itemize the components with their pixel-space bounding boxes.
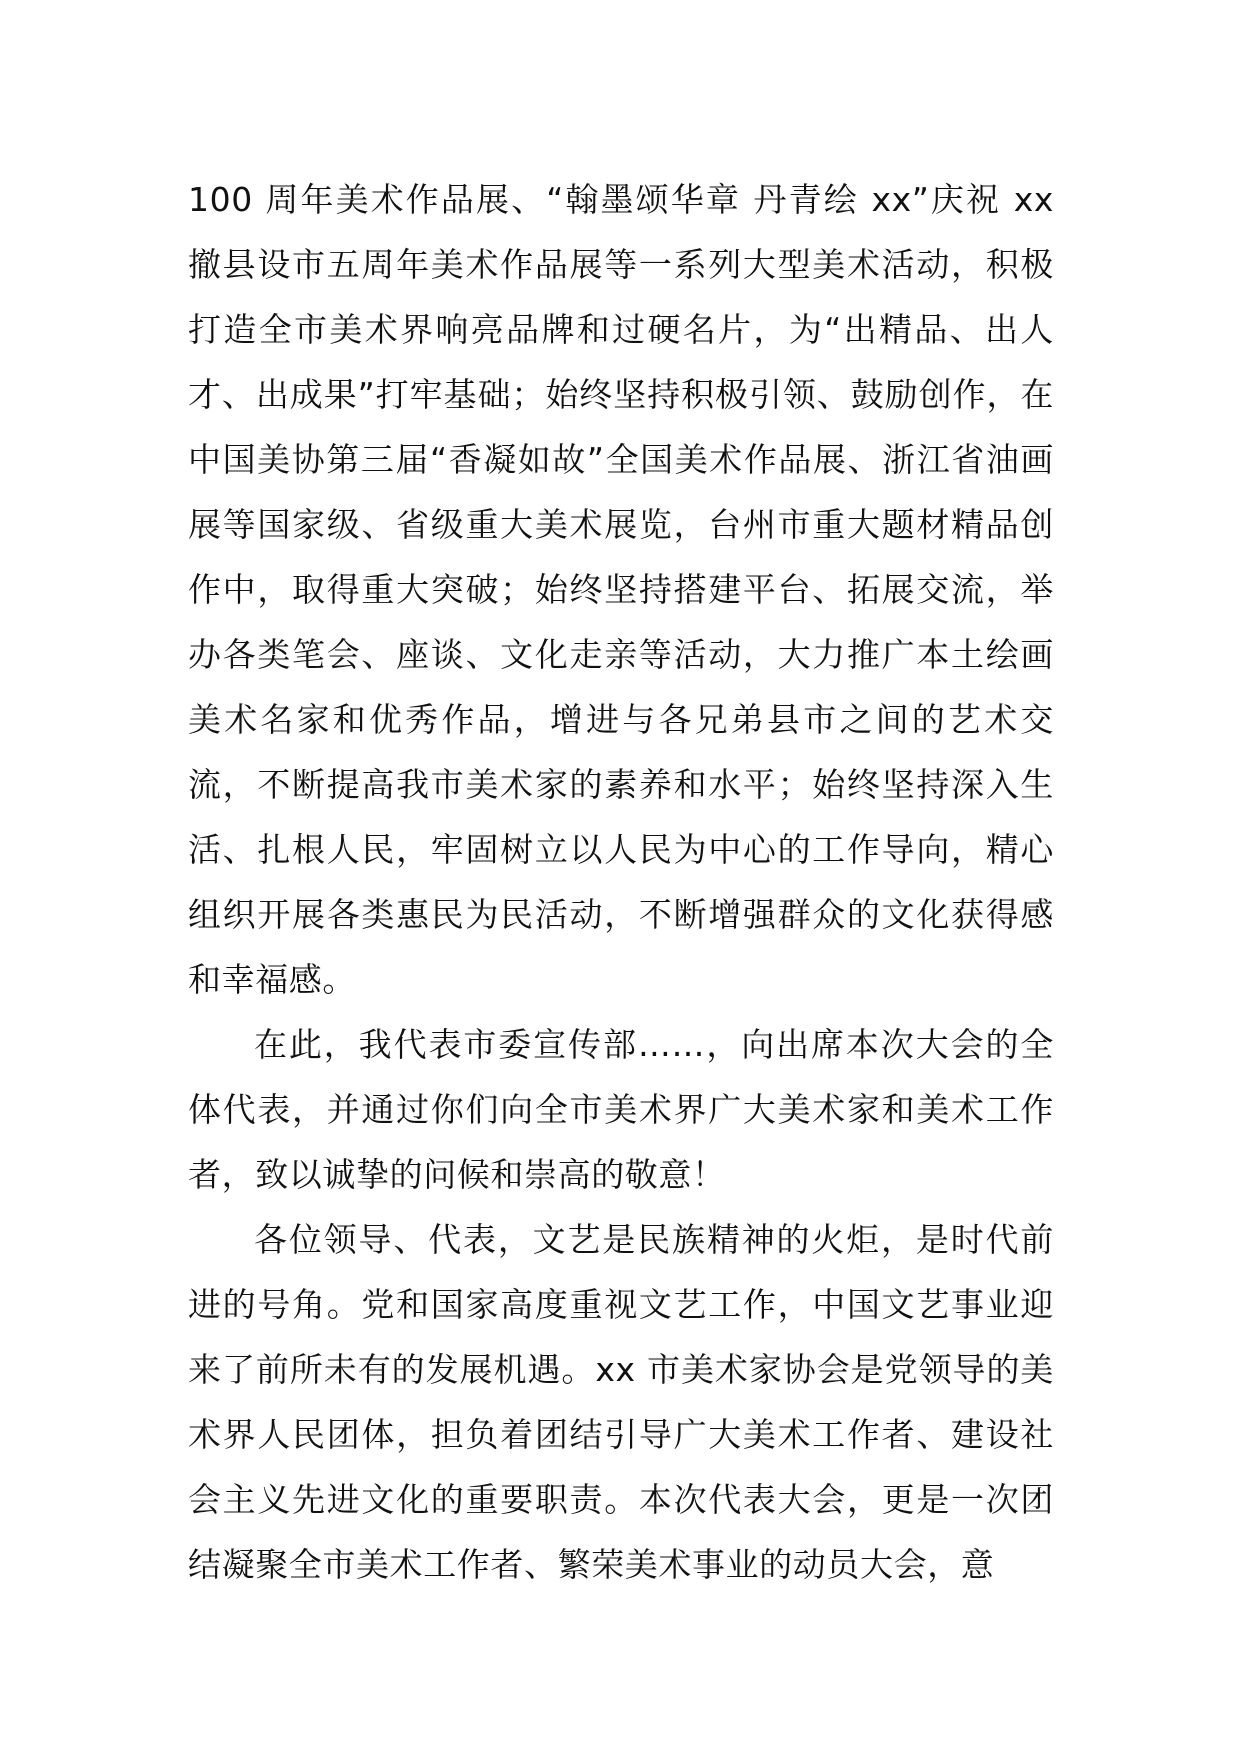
paragraph-significance: 各位领导、代表，文艺是民族精神的火炬，是时代前进的号角。党和国家高度重视文艺工作，中国文艺事业迎来了前所未有的发展机遇。xx 市美术家协会是党领导的美术界人民团体，担负着团结引导广大美术工作者、建设社会主义先进文化的重要职责。本次代表大会，更是一次团结凝聚全市美术工作者、繁荣美术事业的动员大会，意 [188,1220,1054,1584]
paragraph-greetings: 在此，我代表市委宣传部……，向出席本次大会的全体代表，并通过你们向全市美术界广大美术家和美术工作者，致以诚挚的问候和崇高的敬意！ [188,1025,1054,1194]
paragraph-continued-achievements: 100 周年美术作品展、“翰墨颂华章 丹青绘 xx”庆祝 xx 撤县设市五周年美术作品展等一系列大型美术活动，积极打造全市美术界响亮品牌和过硬名片，为“出精品、出人才、出成果”打牢基础；始终坚持积极引领、鼓励创作，在中国美协第三届“香凝如故”全国美术作品展、浙江省油画展等国家级、省级重大美术展览，台州市重大题材精品创作中，取得重大突破；始终坚持搭建平台、拓展交流，举办各类笔会、座谈、文化走亲等活动，大力推广本土绘画美术名家和优秀作品，增进与各兄弟县市之间的艺术交流，不断提高我市美术家的素养和水平；始终坚持深入生活、扎根人民，牢固树立以人民为中心的工作导向，精心组织开展各类惠民为民活动，不断增强群众的文化获得感和幸福感。 [188,180,1054,999]
document-body [188,167,1054,1597]
